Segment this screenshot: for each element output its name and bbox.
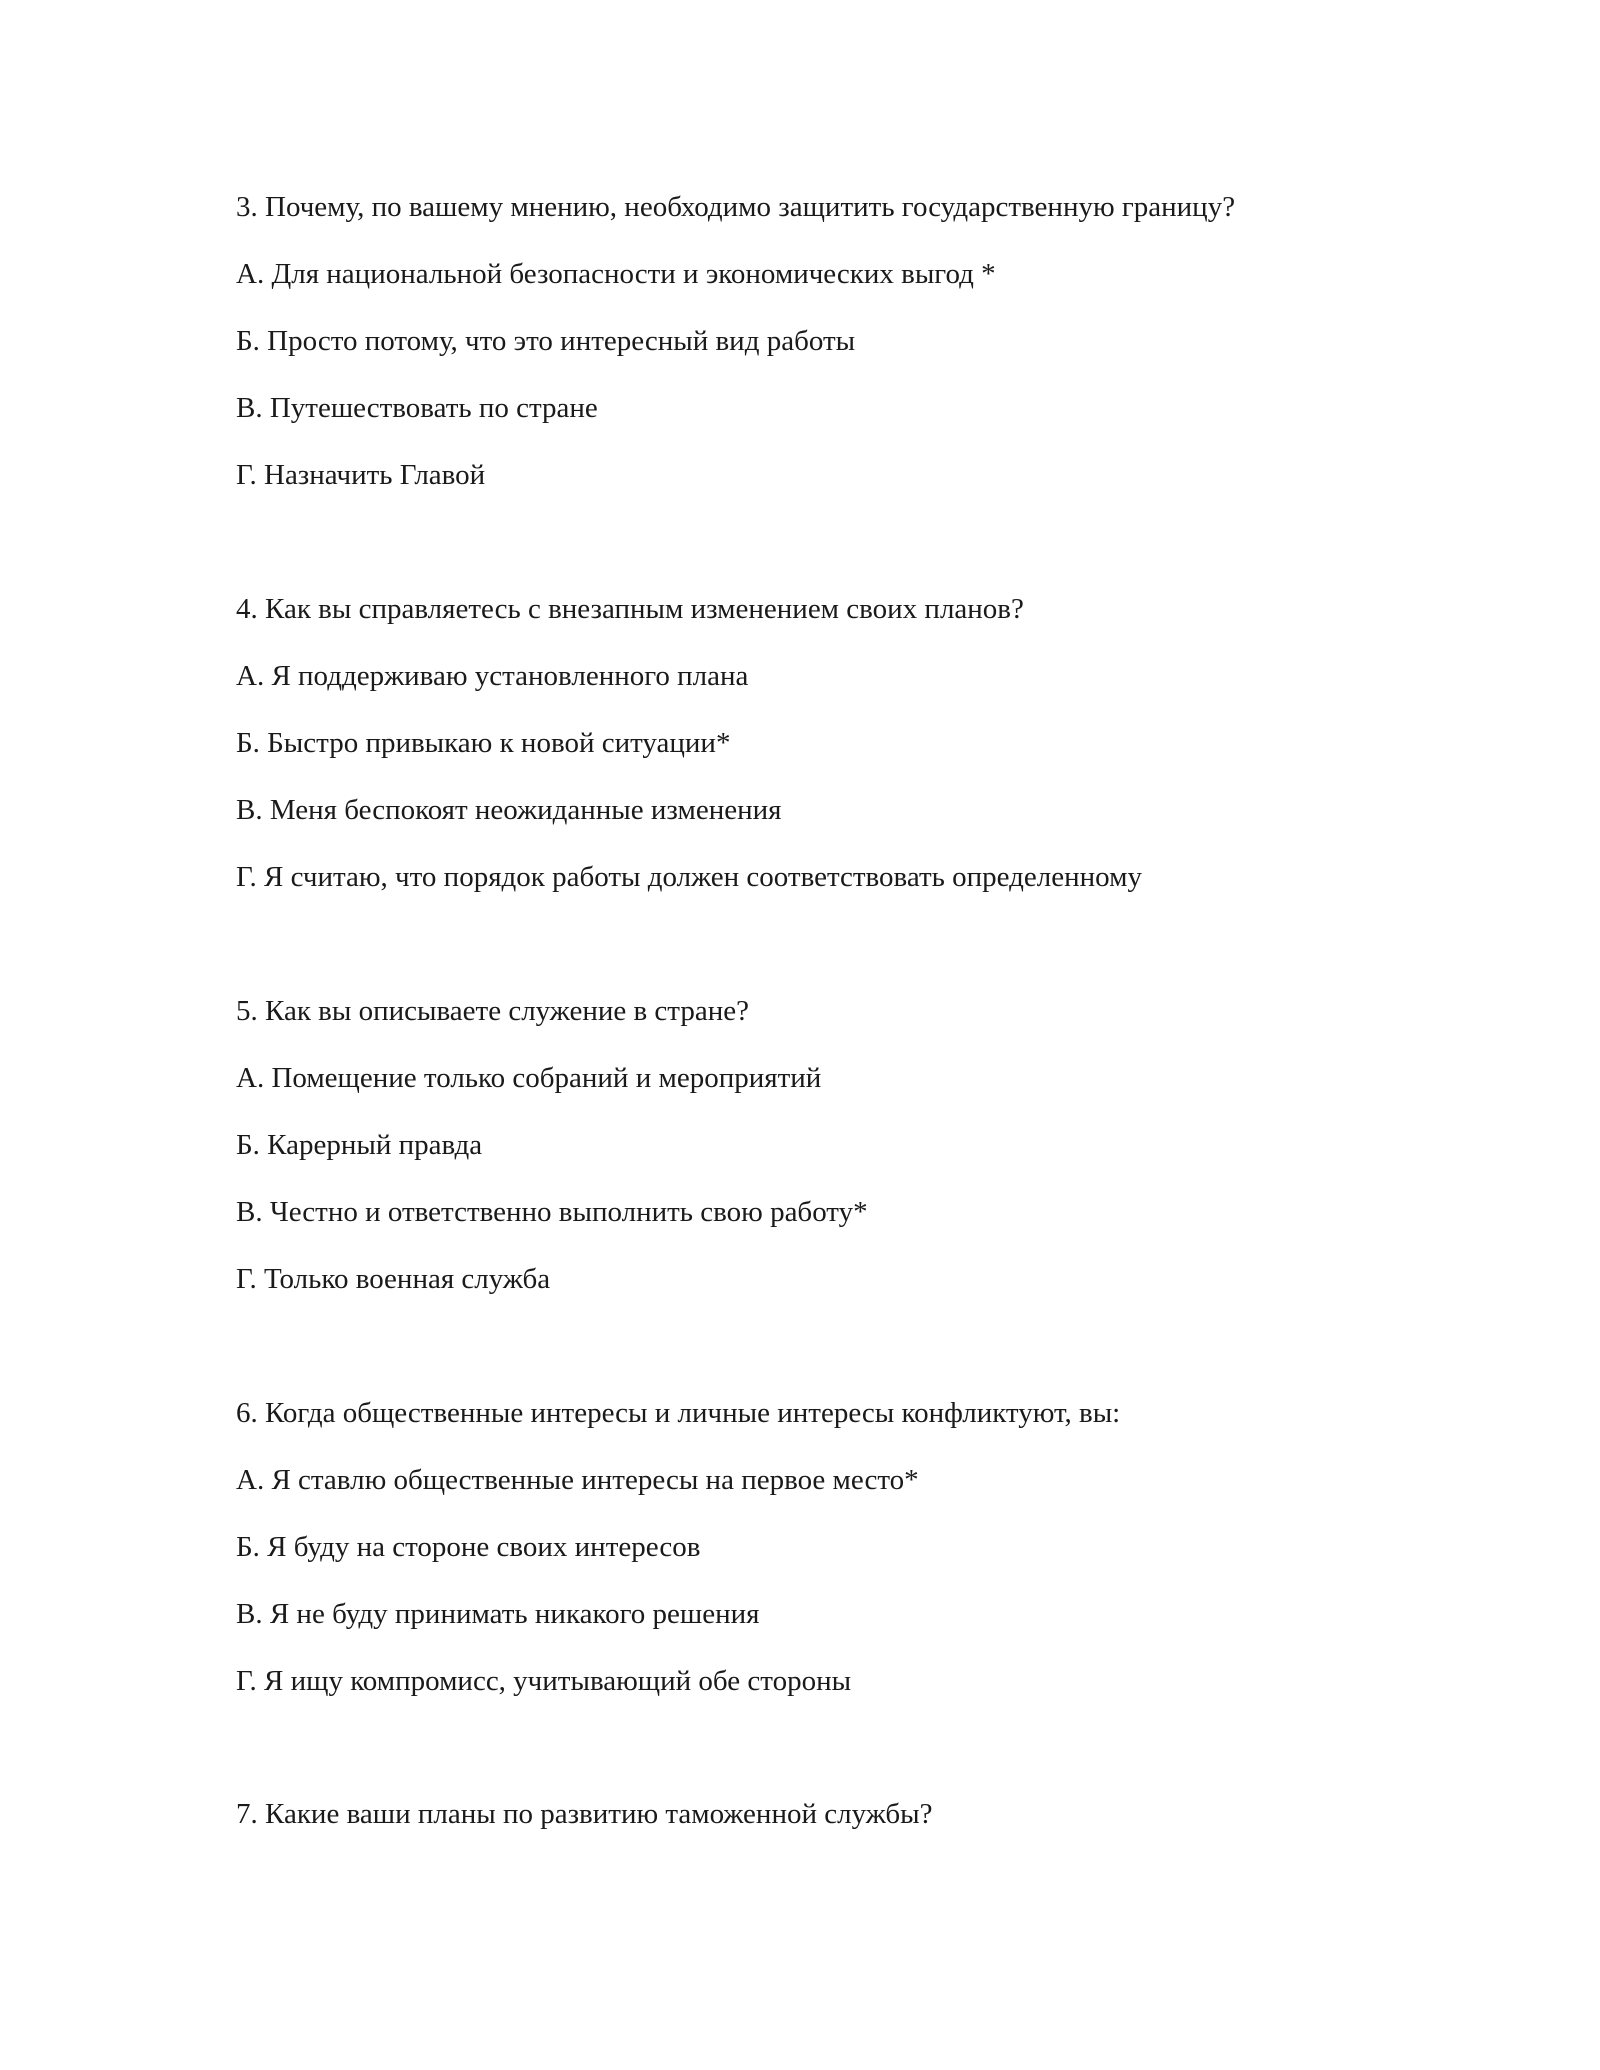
question-5-option-a: А. Помещение только собраний и мероприятий [236,1062,822,1094]
question-3-text: 3. Почему, по вашему мнению, необходимо защитить государственную границу? [236,191,1236,223]
question-3-option-d: Г. Назначить Главой [236,459,486,491]
question-4-option-d: Г. Я считаю, что порядок работы должен соответствовать определенному [236,861,1142,893]
question-5-option-c: В. Честно и ответственно выполнить свою работу* [236,1196,868,1228]
question-6-text: 6. Когда общественные интересы и личные интересы конфликтуют, вы: [236,1397,1121,1429]
question-4-text: 4. Как вы справляетесь с внезапным изменением своих планов? [236,593,1024,625]
question-6-option-b: Б. Я буду на стороне своих интересов [236,1531,701,1563]
question-4-option-b: Б. Быстро привыкаю к новой ситуации* [236,727,731,759]
question-3-option-b: Б. Просто потому, что это интересный вид работы [236,325,856,357]
question-6-option-d: Г. Я ищу компромисс, учитывающий обе стороны [236,1665,852,1697]
question-6-option-c: В. Я не буду принимать никакого решения [236,1598,760,1630]
question-7-text: 7. Какие ваши планы по развитию таможенной службы? [236,1798,933,1830]
question-4-option-c: В. Меня беспокоят неожиданные изменения [236,794,782,826]
question-5-option-b: Б. Карерный правда [236,1129,483,1161]
question-3-option-a: А. Для национальной безопасности и экономических выгод * [236,258,996,290]
question-4-option-a: А. Я поддерживаю установленного плана [236,660,749,692]
question-5-option-d: Г. Только военная служба [236,1263,551,1295]
question-3-option-c: В. Путешествовать по стране [236,392,598,424]
question-5-text: 5. Как вы описываете служение в стране? [236,995,749,1027]
question-6-option-a: А. Я ставлю общественные интересы на первое место* [236,1464,919,1496]
